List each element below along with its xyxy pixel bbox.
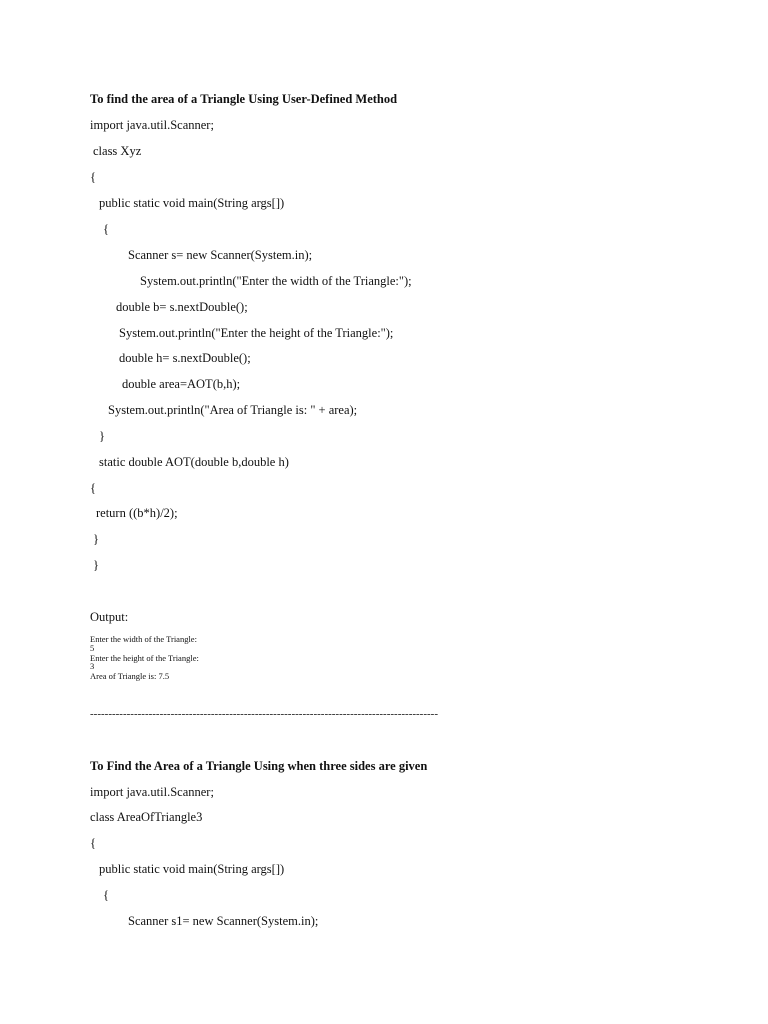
output-line: 3 — [90, 661, 95, 671]
code-line: System.out.println("Enter the width of the Triangle:"); — [140, 274, 412, 288]
code-line: { — [90, 481, 96, 495]
code-line: { — [103, 222, 109, 236]
code-line: { — [103, 888, 109, 902]
code-line: import java.util.Scanner; — [90, 118, 214, 132]
code-line: return ((b*h)/2); — [96, 506, 178, 520]
output-line: Enter the height of the Triangle: — [90, 653, 199, 663]
code-line: { — [90, 170, 96, 184]
section2-heading: To Find the Area of a Triangle Using when three sides are given — [90, 759, 428, 773]
code-line: } — [93, 558, 99, 572]
code-line: public static void main(String args[]) — [99, 862, 285, 876]
separator-rule: ----------------------------------------------------------------------------------------------- — [90, 708, 438, 720]
output-line: Area of Triangle is: 7.5 — [90, 671, 170, 681]
code-line: } — [93, 532, 99, 546]
output-label: Output: — [90, 610, 129, 624]
code-line: double area=AOT(b,h); — [122, 377, 241, 391]
section1-heading: To find the area of a Triangle Using User-Defined Method — [90, 92, 398, 106]
code-line: class AreaOfTriangle3 — [90, 810, 203, 824]
output-line: Enter the width of the Triangle: — [90, 634, 197, 644]
code-line: class Xyz — [93, 144, 142, 158]
code-line: double b= s.nextDouble(); — [116, 300, 248, 314]
code-line: static double AOT(double b,double h) — [99, 455, 289, 469]
code-line: } — [99, 429, 105, 443]
output-line: 5 — [90, 643, 95, 653]
code-line: System.out.println("Area of Triangle is: " + area); — [108, 403, 358, 417]
code-line: public static void main(String args[]) — [99, 196, 285, 210]
code-line: import java.util.Scanner; — [90, 785, 214, 799]
code-line: Scanner s= new Scanner(System.in); — [128, 248, 313, 262]
code-line: System.out.println("Enter the height of the Triangle:"); — [119, 326, 394, 340]
code-line: { — [90, 836, 96, 850]
code-line: Scanner s1= new Scanner(System.in); — [128, 914, 319, 928]
code-line: double h= s.nextDouble(); — [119, 351, 251, 365]
